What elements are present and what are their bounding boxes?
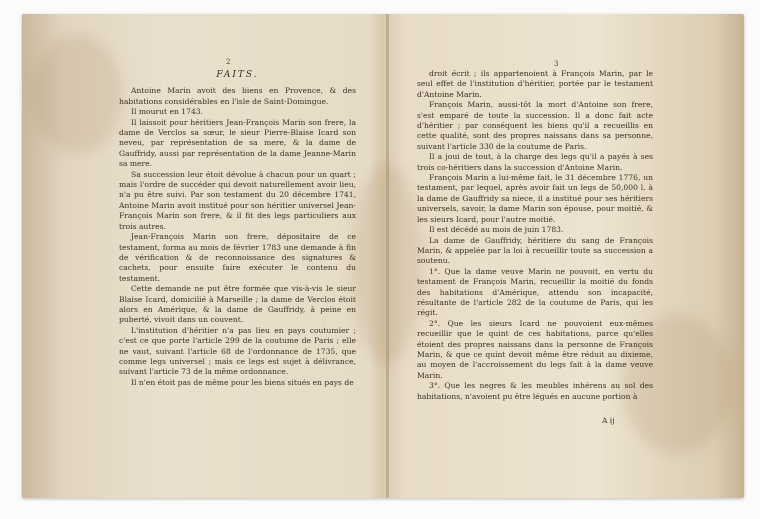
paragraph: Jean-François Marin son frere, dépositaire de ce testament, forma au mois de février 1783 une demande à fin de vérification & de reconnoissance des signatures & cachets, pour ensuite faire exécuter le contenu du testament. bbox=[119, 232, 356, 283]
paragraph: Sa succession leur étoit dévolue à chacun pour un quart ; mais l'ordre de succéder qui devoit naturellement avoir lieu, n'a pu être suivi. Par son testament du 20 décembre 1741, Antoine Marin avoit institué pour son héritier universel Jean-François Marin son frere, & il fit des legs particuliers aux trois autres. bbox=[119, 169, 356, 231]
paragraph: Il mourut en 1743. bbox=[131, 107, 204, 117]
paragraph: L'institution d'héritier n'a pas lieu en pays coutumier ; c'est ce que porte l'article 299 de la coutume de Paris ; elle ne vaut, suivant l'article 68 de l'ordonnance de 1735, que comme legs universel ; mais ce legs est sujet à délivrance, suivant l'article 73 de la même ordonnance. bbox=[119, 325, 356, 377]
paragraph: La dame de Gauffridy, héritiere du sang de François Marin, & appelée par la loi à recueillir toute sa succession a soutenu. bbox=[417, 235, 653, 266]
center-fold bbox=[386, 14, 389, 498]
paragraph: droit écrit ; ils appartenoient à François Marin, par le seul effet de l'institution d'héritier, portée par le testament d'Antoine Marin. bbox=[417, 69, 653, 99]
book-spread bbox=[22, 14, 744, 498]
right-page-number: 3 bbox=[554, 60, 559, 68]
paragraph: 3°. Que les negres & les meubles inhérens au sol des habitations, n'avoient pu être légués en aucune portion à bbox=[417, 381, 653, 401]
paragraph: 2°. Que les sieurs Icard ne pouvoient eux-mêmes recueillir que le quint de ces habitations, parce qu'elles étoient des propres naissans dans la personne de François Marin, & que ce quint devoit même être réduit au dixieme, au moyen de l'accroissement du legs fait à la dame veuve Marin. bbox=[417, 318, 653, 380]
signature-mark: A ij bbox=[602, 416, 615, 425]
paragraph: Il laissoit pour héritiers Jean-François Marin son frere, la dame de Verclos sa sœur, le sieur Pierre-Blaise Icard son neveu, par représentation de sa mere, & la dame de Gauffridy, aussi par représentation de la dame Jeanne-Marin sa mere. bbox=[119, 117, 356, 169]
paragraph: Antoine Marin avoit des biens en Provence, & des habitations considérables en l'isle de Saint-Domingue. bbox=[119, 86, 356, 106]
paragraph: Cette demande ne put être formée que vis-à-vis le sieur Blaise Icard, domicilié à Marseille ; la dame de Verclos étoit alors en Amérique, & la dame de Gauffridy, à peine en puberté, vivoit dans un couvent. bbox=[119, 284, 356, 325]
left-page-number: 2 bbox=[226, 58, 231, 66]
paragraph: François Marin a lui-même fait, le 31 décembre 1776, un testament, par lequel, après avoir fait un legs de 50,000 l. à la dame de Gauffridy sa niece, il a institué pour ses héritiers universels, savoir, la dame Marin son épouse, pour moitié, & les sieurs Icard, pour l'autre moitié. bbox=[417, 173, 653, 224]
paragraph: Il n'en étoit pas de même pour les biens situés en pays de bbox=[131, 377, 354, 387]
paragraph: Il a joui de tout, à la charge des legs qu'il a payés à ses trois co-héritiers dans la succession d'Antoine Marin. bbox=[417, 152, 653, 172]
paragraph: 1°. Que la dame veuve Marin ne pouvoit, en vertu du testament de François Marin, recueillir la moitié du fonds des habitations d'Amérique, attendu son incapacité, résultante de l'article 282 de la coutume de Paris, qui les régit. bbox=[417, 266, 653, 318]
left-page bbox=[119, 64, 356, 388]
right-page bbox=[417, 69, 653, 402]
paragraph: François Marin, aussi-tôt la mort d'Antoine son frere, s'est emparé de toute la succession. Il a donc fait acte d'héritier ; par conséquent les biens qu'il a recueillis en cette qualité, sont des propres naissans dans sa personne, suivant l'article 330 de la coutume de Paris. bbox=[417, 100, 653, 151]
paragraph: Il est décédé au mois de juin 1783. bbox=[429, 225, 564, 235]
section-heading: FAITS. bbox=[216, 70, 259, 80]
